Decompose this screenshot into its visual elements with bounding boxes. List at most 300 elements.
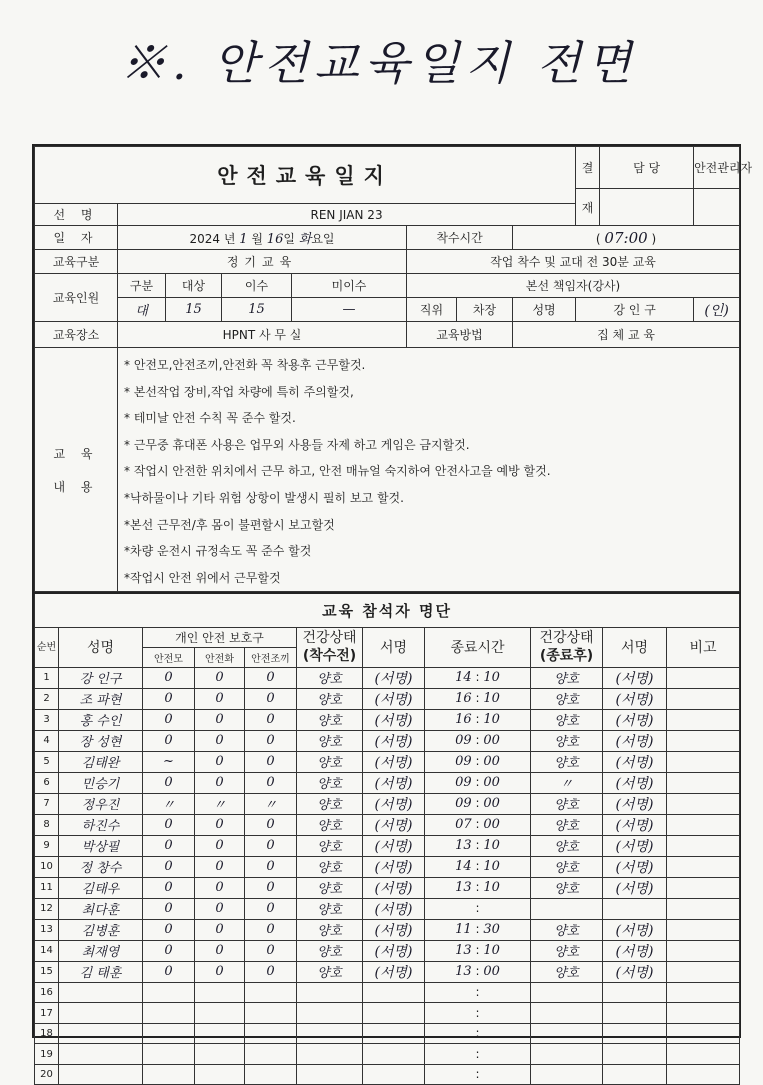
health-after-sub: (종료후) [539,648,594,665]
roster-health-after-cell: 양호 [531,961,603,982]
roster-end-time-cell [425,1023,531,1044]
roster-shoes-cell: 0 [195,709,245,730]
roster-no-cell: 16 [35,982,59,1003]
content-item: * 근무중 휴대폰 사용은 업무외 사용들 자제 하고 게임은 금지할것. [124,437,470,452]
roster-no-cell: 19 [35,1044,59,1065]
content-item: * 테미날 안전 수칙 꼭 준수 할것. [124,411,296,426]
roster-health-after-cell: 양호 [531,940,603,961]
roster-remark-cell [667,898,740,919]
table-row [35,1023,740,1044]
roster-signature2-cell: (서명) [603,919,667,940]
category-label: 교육구분 [35,250,118,274]
roster-vest-cell [245,1003,297,1024]
roster-shoes-cell: 0 [195,961,245,982]
date-value [118,226,407,250]
end-time-hour: 16 [455,712,472,728]
roster-helmet-cell: 0 [143,919,195,940]
date-month-unit: 월 [251,232,263,246]
roster-vest-cell: 0 [245,730,297,751]
category-value: 정기교육 [118,250,407,274]
roster-name-cell [59,1023,143,1044]
roster-signature2-cell: (서명) [603,835,667,856]
roster-signature2-cell: (서명) [603,730,667,751]
end-time-minute: 10 [483,880,500,896]
roster-vest-cell: 0 [245,667,297,688]
roster-signature2-cell: (서명) [603,877,667,898]
roster-signature2-cell: (서명) [603,793,667,814]
roster-end-time-cell [425,688,531,709]
roster-end-time-cell [425,940,531,961]
roster-no-cell: 9 [35,835,59,856]
roster-helmet-cell: 0 [143,835,195,856]
roster-helmet-cell: 0 [143,772,195,793]
roster-health-before-cell: 양호 [297,688,363,709]
end-time-colon: : [475,1005,480,1020]
roster-signature-cell [363,1003,425,1024]
roster-shoes-cell: 0 [195,919,245,940]
end-time-colon: : [471,712,484,727]
roster-header-vest: 안전조끼 [245,647,297,667]
roster-health-before-cell: 양호 [297,835,363,856]
roster-shoes-cell [195,982,245,1003]
end-time-minute: 00 [483,775,500,791]
roster-health-after-cell [531,1003,603,1024]
approval-col-staff: 담 당 [600,147,694,189]
roster-helmet-cell [143,982,195,1003]
roster-vest-cell [245,1064,297,1085]
roster-health-after-cell: 양호 [531,730,603,751]
roster-no-cell: 10 [35,856,59,877]
roster-health-before-cell: 양호 [297,877,363,898]
category-description: 작업 착수 및 교대 전 30분 교육 [407,250,740,274]
date-day-unit: 일 [283,232,295,246]
roster-health-before-cell: 양호 [297,709,363,730]
end-time-colon: : [471,796,484,811]
roster-helmet-cell: 〃 [143,793,195,814]
roster-shoes-cell: 0 [195,856,245,877]
roster-header-helmet: 안전모 [143,647,195,667]
roster-health-after-cell: 양호 [531,709,603,730]
roster-remark-cell [667,1023,740,1044]
roster-no-cell: 6 [35,772,59,793]
roster-vest-cell: 0 [245,856,297,877]
roster-helmet-cell: 0 [143,940,195,961]
end-time-colon: : [471,964,484,979]
roster-shoes-cell: 0 [195,835,245,856]
roster-signature-cell: (서명) [363,856,425,877]
roster-end-time-cell [425,793,531,814]
end-time-hour: 11 [455,922,472,938]
roster-end-time-cell [425,1044,531,1065]
date-label: 일 자 [35,226,118,250]
roster-health-after-cell: 양호 [531,814,603,835]
table-row [35,667,740,688]
end-time-colon: : [475,1046,480,1061]
roster-no-cell: 13 [35,919,59,940]
roster-health-before-cell: 양호 [297,667,363,688]
roster-remark-cell [667,982,740,1003]
roster-shoes-cell: 0 [195,814,245,835]
end-time-minute: 10 [483,670,500,686]
roster-name-cell: 최재영 [59,940,143,961]
roster-vest-cell: 〃 [245,793,297,814]
roster-end-time-cell [425,1003,531,1024]
end-time-hour: 14 [455,859,472,875]
table-row [35,940,740,961]
end-time-hour: 16 [455,691,472,707]
content-label [35,348,118,592]
roster-no-cell: 20 [35,1064,59,1085]
end-time-hour: 13 [455,880,472,896]
roster-signature2-cell [603,1003,667,1024]
roster-remark-cell [667,667,740,688]
end-time-hour: 13 [455,943,472,959]
roster-health-after-cell: 양호 [531,751,603,772]
roster-no-cell: 5 [35,751,59,772]
roster-helmet-cell [143,1003,195,1024]
roster-health-before-cell [297,1064,363,1085]
roster-no-cell: 12 [35,898,59,919]
place-label: 교육장소 [35,322,118,348]
roster-shoes-cell: 0 [195,667,245,688]
roster-title: 교육 참석자 명단 [35,593,740,627]
roster-signature-cell [363,1064,425,1085]
roster-name-cell: 강 인구 [59,667,143,688]
roster-name-cell: 김병훈 [59,919,143,940]
roster-health-before-cell: 양호 [297,961,363,982]
roster-vest-cell: 0 [245,940,297,961]
roster-name-cell: 홍 수인 [59,709,143,730]
end-time-minute: 10 [483,859,500,875]
roster-signature-cell: (서명) [363,730,425,751]
roster-signature2-cell: (서명) [603,751,667,772]
roster-remark-cell [667,814,740,835]
roster-remark-cell [667,940,740,961]
roster-vest-cell [245,982,297,1003]
roster-signature2-cell [603,1064,667,1085]
roster-end-time-cell [425,898,531,919]
personnel-completed-value: 15 [222,298,292,322]
roster-end-time-cell [425,835,531,856]
roster-shoes-cell [195,1023,245,1044]
approval-box-staff [600,189,694,226]
roster-remark-cell [667,877,740,898]
roster-shoes-cell [195,1044,245,1065]
personnel-incomplete-value: — [292,298,407,322]
instructor-position-label: 직위 [407,298,457,322]
end-time-minute: 00 [483,817,500,833]
content-item: *낙하물이나 기타 위험 상항이 발생시 필히 보고 할것. [124,490,404,505]
roster-name-cell [59,1064,143,1085]
end-time-colon: : [471,859,484,874]
roster-name-cell: 김태우 [59,877,143,898]
personnel-target-value: 15 [166,298,222,322]
end-time-colon: : [471,691,484,706]
roster-no-cell: 1 [35,667,59,688]
health-after-title: 건강상태 [539,630,594,647]
roster-no-cell: 14 [35,940,59,961]
roster-end-time-cell [425,961,531,982]
roster-health-after-cell: 양호 [531,835,603,856]
start-time-close: ) [651,231,657,246]
roster-remark-cell [667,709,740,730]
roster-signature2-cell: (서명) [603,688,667,709]
roster-signature2-cell: (서명) [603,856,667,877]
roster-rows [35,667,740,1085]
roster-signature-cell [363,1044,425,1065]
roster-health-before-cell: 양호 [297,730,363,751]
roster-health-before-cell: 양호 [297,793,363,814]
roster-health-after-cell [531,1064,603,1085]
roster-header-sign2: 서명 [603,627,667,667]
roster-health-before-cell: 양호 [297,898,363,919]
roster-remark-cell [667,961,740,982]
instructor-header: 본선 책임자(강사) [407,274,740,298]
content-label-line1: 교 육 [53,446,99,461]
roster-name-cell: 정 창수 [59,856,143,877]
roster-header-end-time: 종료시간 [425,627,531,667]
roster-signature-cell: (서명) [363,814,425,835]
roster-vest-cell: 0 [245,814,297,835]
roster-shoes-cell [195,1003,245,1024]
content-item: * 본선작업 장비,작업 차량에 특히 주의할것, [124,384,354,399]
roster-header-no: 순번 [35,627,59,667]
end-time-colon: : [475,1026,480,1041]
roster-health-before-cell: 양호 [297,919,363,940]
end-time-colon: : [471,880,484,895]
end-time-colon: : [471,838,484,853]
roster-end-time-cell [425,919,531,940]
roster-name-cell: 조 파현 [59,688,143,709]
roster-shoes-cell: 0 [195,730,245,751]
roster-health-before-cell: 양호 [297,814,363,835]
form-title: 안전교육일지 [35,147,576,204]
roster-no-cell: 2 [35,688,59,709]
roster-helmet-cell: 0 [143,709,195,730]
roster-signature2-cell: (서명) [603,940,667,961]
roster-header-health-before [297,627,363,667]
roster-signature2-cell: (서명) [603,709,667,730]
ship-name-label: 선 명 [35,204,118,226]
roster-health-before-cell: 양호 [297,940,363,961]
roster-end-time-cell [425,709,531,730]
end-time-colon: : [475,985,480,1000]
roster-shoes-cell: 0 [195,751,245,772]
roster-vest-cell: 0 [245,709,297,730]
personnel-header-target: 대상 [166,274,222,298]
roster-no-cell: 11 [35,877,59,898]
roster-end-time-cell [425,982,531,1003]
end-time-hour: 09 [455,796,472,812]
roster-health-before-cell [297,1023,363,1044]
roster-signature2-cell [603,898,667,919]
roster-health-after-cell [531,1044,603,1065]
end-time-colon: : [471,775,484,790]
roster-remark-cell [667,919,740,940]
end-time-hour: 13 [455,838,472,854]
roster-health-after-cell: 양호 [531,856,603,877]
end-time-colon: : [471,754,484,769]
roster-no-cell: 18 [35,1023,59,1044]
roster-vest-cell: 0 [245,751,297,772]
roster-health-after-cell: 〃 [531,772,603,793]
roster-signature-cell: (서명) [363,751,425,772]
roster-remark-cell [667,835,740,856]
roster-signature-cell: (서명) [363,709,425,730]
roster-vest-cell: 0 [245,919,297,940]
handwritten-header-note: ※. 안전교육일지 전면 [120,36,638,90]
end-time-minute: 00 [483,796,500,812]
roster-vest-cell: 0 [245,772,297,793]
start-time-handwritten: 07:00 [604,228,648,247]
roster-no-cell: 4 [35,730,59,751]
roster-helmet-cell: 0 [143,877,195,898]
roster-name-cell: 하진수 [59,814,143,835]
roster-shoes-cell: 0 [195,772,245,793]
roster-shoes-cell: 0 [195,898,245,919]
content-item: *작업시 안전 위에서 근무할것 [124,570,281,585]
roster-signature2-cell: (서명) [603,667,667,688]
roster-signature-cell: (서명) [363,667,425,688]
date-month: 1 [239,232,248,247]
roster-signature-cell [363,982,425,1003]
ship-name-value: REN JIAN 23 [118,204,576,226]
roster-name-cell: 박상필 [59,835,143,856]
roster-end-time-cell [425,877,531,898]
roster-signature2-cell: (서명) [603,772,667,793]
date-weekday: 화 [298,232,312,247]
roster-signature-cell: (서명) [363,961,425,982]
end-time-colon: : [471,670,484,685]
method-value: 집 체 교 육 [513,322,740,348]
roster-name-cell: 장 성현 [59,730,143,751]
roster-helmet-cell: 0 [143,814,195,835]
end-time-hour: 14 [455,670,472,686]
roster-end-time-cell [425,667,531,688]
table-row [35,982,740,1003]
roster-helmet-cell: ~ [143,751,195,772]
roster-name-cell: 김 태훈 [59,961,143,982]
table-row [35,961,740,982]
roster-remark-cell [667,1044,740,1065]
content-label-line2: 내 용 [53,479,99,494]
roster-signature-cell: (서명) [363,940,425,961]
roster-helmet-cell: 0 [143,856,195,877]
roster-name-cell: 민승기 [59,772,143,793]
instructor-name-value: 강 인 구 [576,298,694,322]
roster-helmet-cell: 0 [143,898,195,919]
roster-signature-cell: (서명) [363,877,425,898]
end-time-colon: : [475,901,480,916]
end-time-minute: 10 [483,943,500,959]
personnel-header-incomplete: 미이수 [292,274,407,298]
date-day: 16 [266,232,284,247]
roster-remark-cell [667,730,740,751]
roster-header-sign: 서명 [363,627,425,667]
roster-shoes-cell: 0 [195,688,245,709]
table-row [35,814,740,835]
approval-gyeol-label: 결 [576,147,600,189]
roster-vest-cell [245,1023,297,1044]
end-time-colon: : [475,1067,480,1082]
end-time-minute: 30 [483,922,500,938]
roster-signature-cell [363,1023,425,1044]
roster-remark-cell [667,1003,740,1024]
roster-remark-cell [667,751,740,772]
table-row [35,709,740,730]
roster-remark-cell [667,688,740,709]
end-time-colon: : [471,817,484,832]
end-time-minute: 10 [483,691,500,707]
roster-helmet-cell [143,1023,195,1044]
roster-end-time-cell [425,1064,531,1085]
end-time-minute: 10 [483,712,500,728]
roster-vest-cell: 0 [245,688,297,709]
personnel-header-type: 구분 [118,274,166,298]
roster-shoes-cell: 0 [195,877,245,898]
roster-health-before-cell [297,1044,363,1065]
start-time-value [513,226,740,250]
end-time-colon: : [471,943,484,958]
approval-col-safety-manager: 안전관리자 [694,147,740,189]
health-before-sub: (착수전) [302,648,357,665]
roster-helmet-cell: 0 [143,688,195,709]
roster-no-cell: 3 [35,709,59,730]
roster-no-cell: 15 [35,961,59,982]
roster-helmet-cell [143,1064,195,1085]
roster-end-time-cell [425,814,531,835]
roster-signature2-cell [603,1044,667,1065]
approval-jae-label: 재 [576,189,600,226]
end-time-hour: 09 [455,733,472,749]
table-row [35,793,740,814]
roster-health-before-cell: 양호 [297,751,363,772]
table-row [35,898,740,919]
content-item: *본선 근무전/후 몸이 불편할시 보고할것 [124,517,335,532]
date-year-unit: 년 [223,232,236,246]
table-row [35,1003,740,1024]
roster-signature-cell: (서명) [363,793,425,814]
health-before-title: 건강상태 [302,630,357,647]
roster-name-cell: 정우진 [59,793,143,814]
roster-health-before-cell: 양호 [297,772,363,793]
roster-helmet-cell [143,1044,195,1065]
form-header-table [34,146,753,592]
table-row [35,1064,740,1085]
end-time-minute: 00 [483,733,500,749]
table-row [35,772,740,793]
roster-signature2-cell [603,982,667,1003]
roster-signature2-cell: (서명) [603,814,667,835]
roster-no-cell: 7 [35,793,59,814]
method-label: 교육방법 [407,322,513,348]
roster-name-cell [59,1044,143,1065]
table-row [35,730,740,751]
personnel-type-value: 대 [118,298,166,322]
roster-header-shoes: 안전화 [195,647,245,667]
roster-shoes-cell [195,1064,245,1085]
personnel-label: 교육인원 [35,274,118,322]
safety-education-log-form [32,144,753,1082]
table-row [35,835,740,856]
instructor-signature: (인) [694,298,740,322]
place-value: HPNT 사 무 실 [118,322,407,348]
date-year: 2024 [189,232,221,246]
roster-remark-cell [667,772,740,793]
roster-health-after-cell: 양호 [531,688,603,709]
content-list [118,348,740,592]
roster-health-before-cell [297,1003,363,1024]
